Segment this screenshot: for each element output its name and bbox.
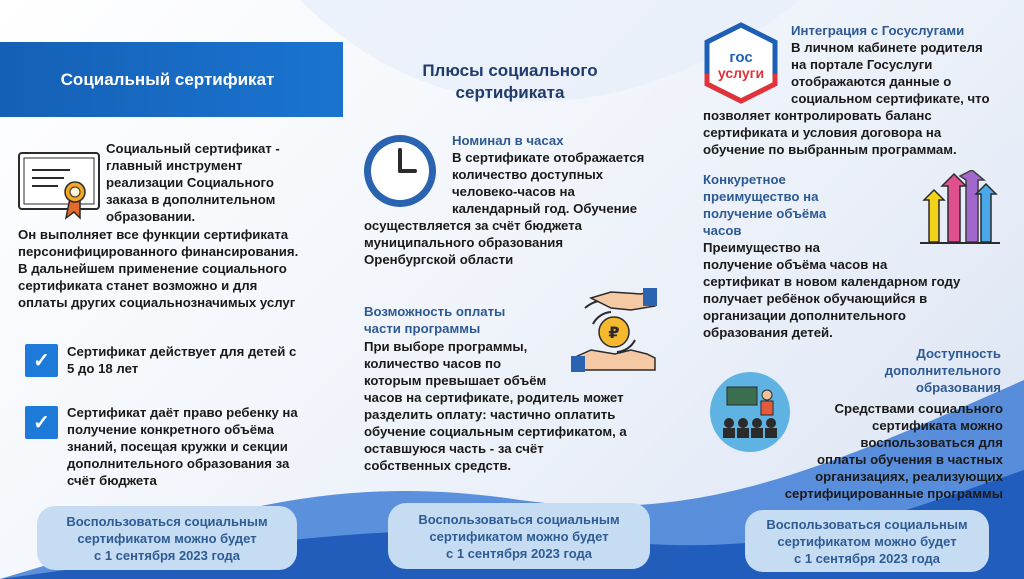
text-line: с 1 сентября 2023 года [446, 545, 592, 561]
nominal-text-cont [364, 217, 664, 268]
text-line: Доступность [916, 346, 1001, 361]
text-line: 5 до 18 лет [67, 361, 139, 376]
text-line: При выборе программы, [364, 339, 528, 354]
text-line: организациях, реализующих [815, 469, 1003, 484]
text-line: Возможность оплаты [364, 304, 506, 319]
text-line: сертифицированные программы [784, 486, 1003, 501]
text-line: получение объёма [703, 206, 827, 221]
middle-title [360, 60, 660, 104]
left-date-pill [37, 506, 297, 570]
text-line: получение конкретного объёма [67, 422, 274, 437]
text-line: сертификата и условия договора на [703, 125, 942, 140]
text-line: Воспользоваться социальным [766, 516, 968, 532]
text-line: главный инструмент [106, 158, 243, 173]
text-line: сертификатом можно будет [77, 530, 257, 546]
text-line: знаний, посещая кружки и секции [67, 439, 288, 454]
text-line: получение объёма часов на [703, 257, 888, 272]
svg-text:₽: ₽ [608, 323, 620, 342]
text-line: сертификат в новом календарном году [703, 274, 961, 289]
text-line: образовании. [106, 209, 196, 224]
text-line: с 1 сентября 2023 года [94, 547, 240, 563]
text-line: позволяет контролировать баланс [703, 108, 932, 123]
text-line: количество доступных [452, 167, 604, 182]
text-line: Сертификат действует для детей с [67, 344, 297, 359]
text-line: дополнительного [884, 363, 1001, 378]
text-line: социальном сертификате, что [791, 91, 990, 106]
left-intro [106, 140, 326, 225]
compet-heading [703, 171, 903, 239]
text-line: человеко-часов на [452, 184, 575, 199]
check2-text [67, 404, 337, 489]
text-line: разделить оплату: частично оплатить [364, 407, 616, 422]
text-line: воспользоваться для [860, 435, 1003, 450]
gosuslugi-logo [700, 22, 782, 104]
logo-text-bottom: услуги [717, 65, 765, 81]
text-line: собственных средств. [364, 458, 512, 473]
text-line: В дальнейшем применение социального [18, 261, 287, 276]
integration-text [791, 39, 1021, 107]
text-line: обучение социальным сертификатом, а [364, 424, 627, 439]
text-line: Социальный сертификат - [106, 141, 280, 156]
text-line: персонифицированного финансирования. [18, 244, 299, 259]
text-line: получает ребёнок обучающийся в [703, 291, 928, 306]
text-line: Воспользоваться социальным [66, 513, 268, 529]
text-line: часов на сертификате, родитель может [364, 390, 624, 405]
pay-text [364, 338, 664, 474]
text-line: оплаты других социальнозначимых услуг [18, 295, 296, 310]
right-date-pill [745, 510, 989, 572]
access-heading [800, 345, 1001, 396]
nominal-heading: Номинал в часах [452, 133, 564, 148]
text-line: сертификатом можно будет [429, 528, 609, 544]
text-line: Плюсы социального [422, 61, 598, 80]
text-line: осуществляется за счёт бюджета [364, 218, 582, 233]
text-line: счёт бюджета [67, 473, 157, 488]
text-line: Оренбургской области [364, 252, 514, 267]
text-line: отображаются данные о [791, 74, 952, 89]
text-line: дополнительного образования за [67, 456, 290, 471]
text-line: количество часов по [364, 356, 502, 371]
integration-heading: Интеграция с Госуслугами [791, 23, 965, 38]
text-line: части программы [364, 321, 481, 336]
text-line: заказа в дополнительном [106, 192, 276, 207]
text-line: сертификатом можно будет [777, 533, 957, 549]
text-line: оставшуюся часть - за счёт [364, 441, 544, 456]
text-line: организации дополнительного [703, 308, 906, 323]
checkbox-icon: ✓ [25, 344, 58, 377]
left-body [18, 226, 338, 311]
text-line: преимущество на [703, 189, 819, 204]
text-line: муниципального образования [364, 235, 564, 250]
growth-arrows-icon [920, 170, 1000, 246]
text-line: реализации Социального [106, 175, 274, 190]
text-line: образования [915, 380, 1001, 395]
pay-heading [364, 303, 564, 337]
text-line: Средствами социального [834, 401, 1003, 416]
text-line: оплаты обучения в частных [816, 452, 1003, 467]
certificate-icon [18, 152, 100, 220]
check1-text [67, 343, 337, 377]
text-line: Он выполняет все функции сертификата [18, 227, 289, 242]
text-line: Преимущество на [703, 240, 820, 255]
text-line: Сертификат даёт право ребенку на [67, 405, 298, 420]
text-line: сертификата [455, 83, 565, 102]
left-banner [0, 42, 343, 117]
text-line: которым превышает объём [364, 373, 547, 388]
logo-text-top: гос [729, 49, 753, 66]
text-line: сертификата станет возможно и для [18, 278, 258, 293]
integration-text-cont [703, 107, 1021, 158]
text-line: В личном кабинете родителя [791, 40, 983, 55]
compet-text [703, 239, 1021, 341]
text-line: на портале Госуслуги [791, 57, 933, 72]
text-line: Конкуретное [703, 172, 786, 187]
text-line: обучение по выбранным программам. [703, 142, 957, 157]
text-line: часов [703, 223, 742, 238]
text-line: календарный год. Обучение [452, 201, 638, 216]
access-text [741, 400, 1003, 502]
clock-icon [361, 132, 439, 210]
text-line: В сертификате отображается [452, 150, 645, 165]
banner-title: Социальный сертификат [60, 69, 275, 89]
text-line: Воспользоваться социальным [418, 511, 620, 527]
text-line: с 1 сентября 2023 года [794, 550, 940, 566]
text-line: образования детей. [703, 325, 833, 340]
text-line: сертификата можно [872, 418, 1003, 433]
nominal-text [452, 149, 672, 217]
middle-date-pill [388, 503, 650, 569]
checkbox-icon: ✓ [25, 406, 58, 439]
